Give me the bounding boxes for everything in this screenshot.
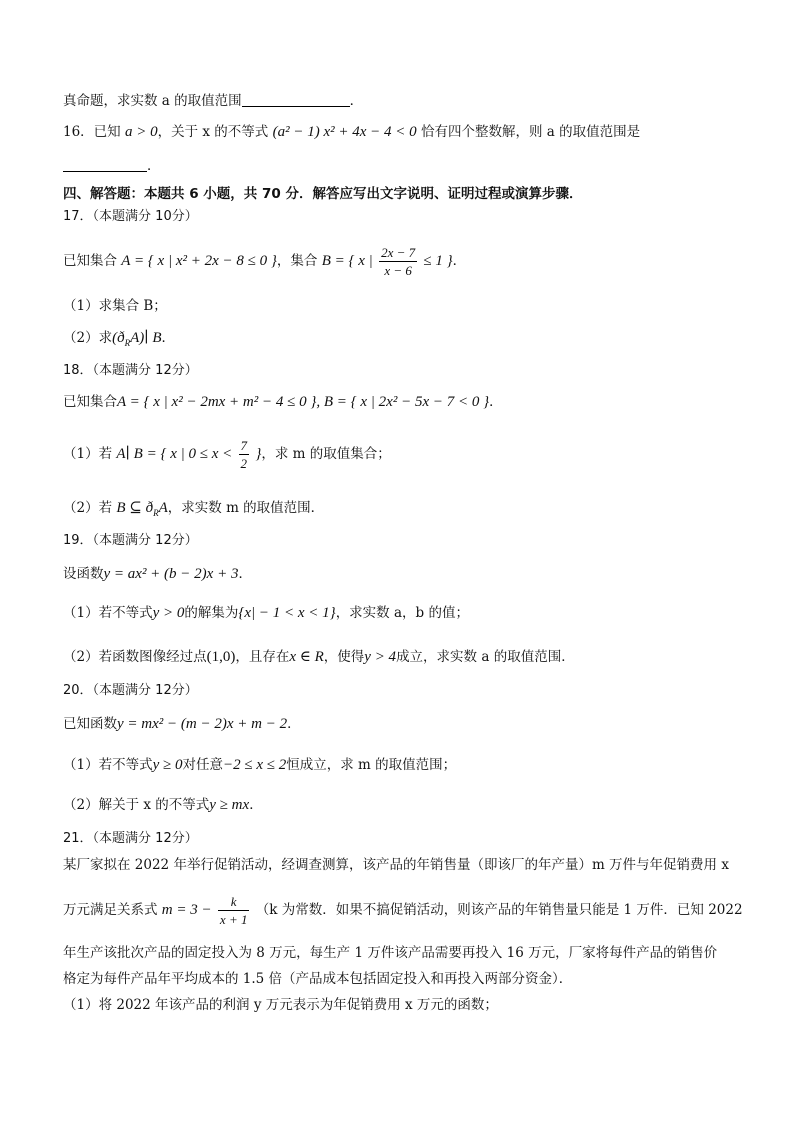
q19-func: y = ax² + (b − 2)x + 3 [103,566,239,582]
q17-p2-expr: $(ð_RA)∣$ B [112,330,162,348]
q18-part1 [63,432,754,476]
q18-p1-expr: A∣ B = { x | 0 ≤ x < [116,446,233,462]
q21-line3: 年生产该批次产品的固定投入为 8 万元，每生产 1 万件该产品需要再投入 16 万元，厂家将每件产品的销售价 [63,945,718,961]
q18-p2-expr: B ⊆ $ð_RA$ [116,500,168,518]
q16-prefix: 16．已知 [63,124,121,140]
q18-fraction [239,437,250,472]
q19-p1-ineq: y > 0 [152,605,185,621]
q19-stem-text: 设函数 [63,566,104,582]
q20-p1-c: 恒成立，求 m 的取值范围； [286,757,457,773]
q20-p2-a: （2）解关于 x 的不等式 [63,797,210,813]
q20-header: 20．（本题满分 12分） [63,683,198,698]
q19-p2-b: ，且存在 [235,649,290,665]
q20-p1-b: 对任意 [182,757,223,773]
q17-part1: （1）求集合 B； [63,298,167,314]
q20-func: y = mx² − (m − 2)x + m − 2 [117,716,288,732]
q20-stem [63,715,754,733]
q18-p2-b: ，求实数 m 的取值范围． [167,500,325,516]
q18-p2-a: （2）若 [63,500,113,516]
q18-frac-num: 7 [240,438,248,453]
q18-p1-a: （1）若 [63,446,113,462]
q18-stem [63,393,754,411]
q18-header: 18．（本题满分 12分） [63,363,198,378]
q19-p2-d: 成立，求实数 a 的取值范围． [396,649,575,665]
q20-part1 [63,756,754,774]
q16-ineq: (a² − 1) x² + 4x − 4 < 0 [272,124,417,140]
q17-header: 17．（本题满分 10分） [63,209,198,224]
q19-header: 19．（本题满分 12分） [63,533,198,548]
q16-line [63,123,754,141]
q21-frac-den: x + 1 [219,912,248,927]
q19-part2 [63,648,754,666]
q20-p2-end: ． [249,797,263,813]
q19-p2-cond: x ∈ R [289,649,324,665]
q21-l2-expr: m = 3 − [161,902,212,918]
q19-p1-a: （1）若不等式 [63,605,153,621]
q20-p2-ineq: y ≥ mx [209,797,250,813]
q19-part1 [63,604,754,622]
q21-frac-num: k [218,893,250,911]
q16-mid: ，关于 x 的不等式 [157,124,269,140]
q19-p2-point: (1,0) [206,649,236,665]
q18-frac-den: 2 [240,456,248,471]
q20-part2 [63,796,754,814]
q19-p1-set: {x| − 1 < x < 1} [238,605,336,621]
q17-stem-a: 已知集合 [63,253,117,269]
q16-blank-line: ． [63,157,754,175]
q18-stem-text: 已知集合 [63,394,117,410]
q21-part1: （1）将 2022 年该产品的利润 y 万元表示为年促销费用 x 万元的函数； [63,997,498,1013]
q19-p2-a: （2）若函数图像经过点 [63,649,207,665]
q19-stem [63,565,754,583]
q19-p2-c: ，使得 [323,649,365,665]
q20-end: ． [287,716,301,732]
q17-setA: A = { x | x² + 2x − 8 ≤ 0 } [121,253,277,269]
q16-suffix: 恰有四个整数解，则 a 的取值范围是 [420,124,641,140]
q17-fraction [379,244,417,279]
q17-p2-end: ． [161,330,176,346]
q18-sets: A = { x | x² − 2mx + m² − 4 ≤ 0 }, B = { x | 2x² − 5x − 7 < 0 } [117,394,490,410]
q17-setB-left: B = { x | [321,253,373,269]
q17-stem [63,241,754,281]
q21-line2 [63,888,754,932]
q20-p1-a: （1）若不等式 [63,757,153,773]
q21-header: 21．（本题满分 12分） [63,831,198,846]
q21-l2-b: （k 为常数．如果不搞促销活动，则该产品的年销售量只能是 1 万件．已知 2022 [255,902,743,918]
q17-stem-b: ，集合 [276,253,318,269]
q21-line1: 某厂家拟在 2022 年举行促销活动，经调查测算，该产品的年销售量（即该厂的年产量）m 万件与年促销费用 x [63,857,729,873]
q17-frac-num: 2x − 7 [381,245,416,260]
q18-end: ． [489,394,503,410]
q20-stem-text: 已知函数 [63,716,117,732]
q20-p1-range: −2 ≤ x ≤ 2 [222,757,287,773]
q17-frac-den: x − 6 [384,263,412,278]
q18-p1-b: ，求 m 的取值集合； [261,446,391,462]
q21-line4: 格定为每件产品年平均成本的 1.5 倍（产品成本包括固定投入和再投入两部分资金）． [63,971,573,987]
q18-part2 [63,499,754,522]
q15-tail-text: 真命题，求实数 a 的取值范围 [63,93,242,109]
q21-fraction [218,893,250,928]
q20-p1-ineq: y ≥ 0 [152,757,183,773]
q17-p2-a: （2）求 [63,330,113,346]
q21-l2-a: 万元满足关系式 [63,902,158,918]
q17-end: ． [452,253,467,269]
q19-end: ． [238,566,252,582]
q19-p2-ineq: y > 4 [364,649,397,665]
q19-p1-b: 的解集为 [184,605,239,621]
q15-tail-line: 真命题，求实数 a 的取值范围 ． [63,93,364,109]
q19-p1-c: ，求实数 a，b 的值； [335,605,469,621]
q16-cond: a > 0 [124,124,158,140]
q17-setB-right: ≤ 1 } [423,253,453,269]
section-heading: 四、解答题：本题共 6 小题，共 70 分．解答应写出文字说明、证明过程或演算步骤． [63,186,583,202]
q18-p1-close: } [255,446,262,462]
q17-part2 [63,329,754,352]
answer-blank [63,157,147,172]
answer-blank [242,92,350,107]
